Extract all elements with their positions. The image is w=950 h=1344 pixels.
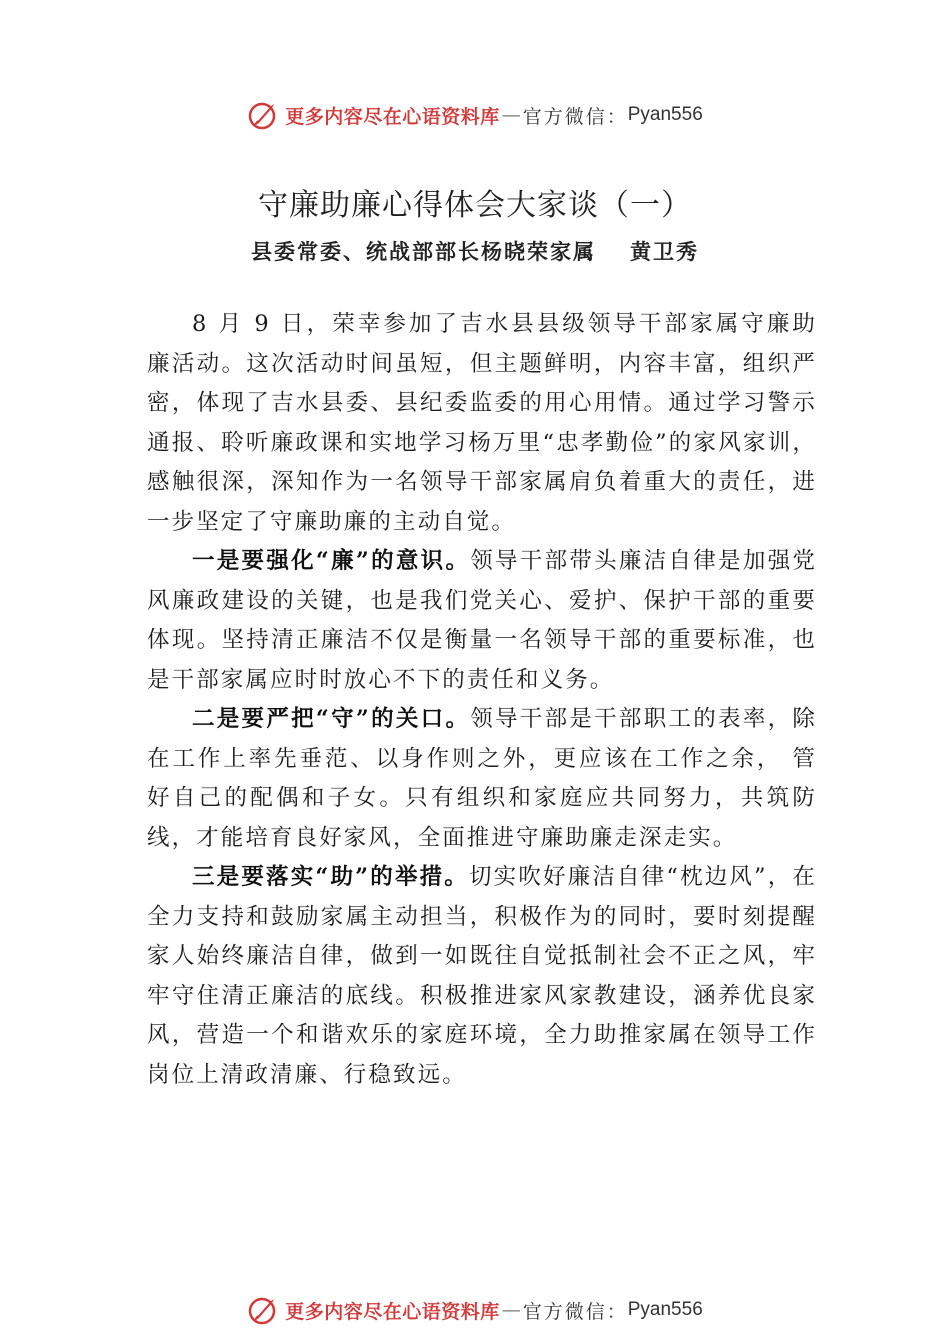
paragraph-lead: 二是要严把“守”的关口。	[192, 706, 471, 732]
banner-brand-text: 更多内容尽在心语资料库	[285, 1300, 500, 1323]
banner-wechat-label: 官方微信：	[522, 1300, 628, 1323]
paragraph-text: 切实吹好廉洁自律“枕边风”，在全力支持和鼓励家属主动担当，积极作为的同时，要时刻提醒家人始终廉洁自律，做到一如既往自觉抵制社会不正之风，牢牢守住清正廉洁的底线。积极推进家风家教建设，涵养优良家风，营造一个和谐欢乐的家庭环境，全力助推家属在领导工作岗位上清政清廉、行稳致远。	[147, 864, 817, 1088]
paragraph-point-1	[147, 542, 817, 700]
paragraph-text: 8 月 9 日，荣幸参加了吉水县县级领导干部家属守廉助廉活动。这次活动时间虽短，但主题鲜明，内容丰富，组织严密，体现了吉水县委、县纪委监委的用心用情。通过学习警示通报、聆听廉政课和实地学习杨万里“忠孝勤俭”的家风家训，感触很深，深知作为一名领导干部家属肩负着重大的责任，进一步坚定了守廉助廉的主动自觉。	[147, 311, 817, 535]
paragraph-lead: 三是要落实“助”的举措。	[192, 864, 469, 890]
paragraph-text: 领导干部带头廉洁自律是加强党风廉政建设的关键，也是我们党关心、爱护、保护干部的重要体现。坚持清正廉洁不仅是衡量一名领导干部的重要标准，也是干部家属应时时放心不下的责任和义务。	[147, 548, 817, 693]
author-role: 县委常委、统战部部长杨晓荣家属	[251, 239, 596, 264]
paragraph-point-2	[147, 700, 817, 858]
paragraph-lead: 一是要强化“廉”的意识。	[192, 548, 471, 574]
quill-logo-icon	[247, 1294, 279, 1326]
paragraph-intro	[147, 305, 817, 542]
document-body	[147, 305, 817, 1095]
banner-brand-text: 更多内容尽在心语资料库	[285, 105, 500, 128]
banner-wechat-label: 官方微信：	[522, 105, 628, 128]
author-name: 黄卫秀	[630, 239, 699, 264]
banner-dash: —	[501, 1299, 521, 1321]
document-title: 守廉助廉心得体会大家谈（一）	[258, 188, 692, 223]
banner-wechat-id: Pyan556	[627, 1299, 703, 1320]
paragraph-point-3	[147, 858, 817, 1095]
quill-logo-icon	[247, 99, 279, 131]
document-author	[0, 236, 950, 266]
paragraph-text: 领导干部是干部职工的表率，除在工作上率先垂范、以身作则之外，更应该在工作之余， 管好自己的配偶和子女。只有组织和家庭应共同努力，共筑防线，才能培育良好家风，全面推进守廉助廉走深走实。	[147, 706, 817, 851]
banner-dash: —	[501, 104, 521, 126]
header-banner	[0, 95, 950, 135]
footer-banner	[0, 1290, 950, 1330]
banner-wechat-id: Pyan556	[627, 104, 703, 125]
